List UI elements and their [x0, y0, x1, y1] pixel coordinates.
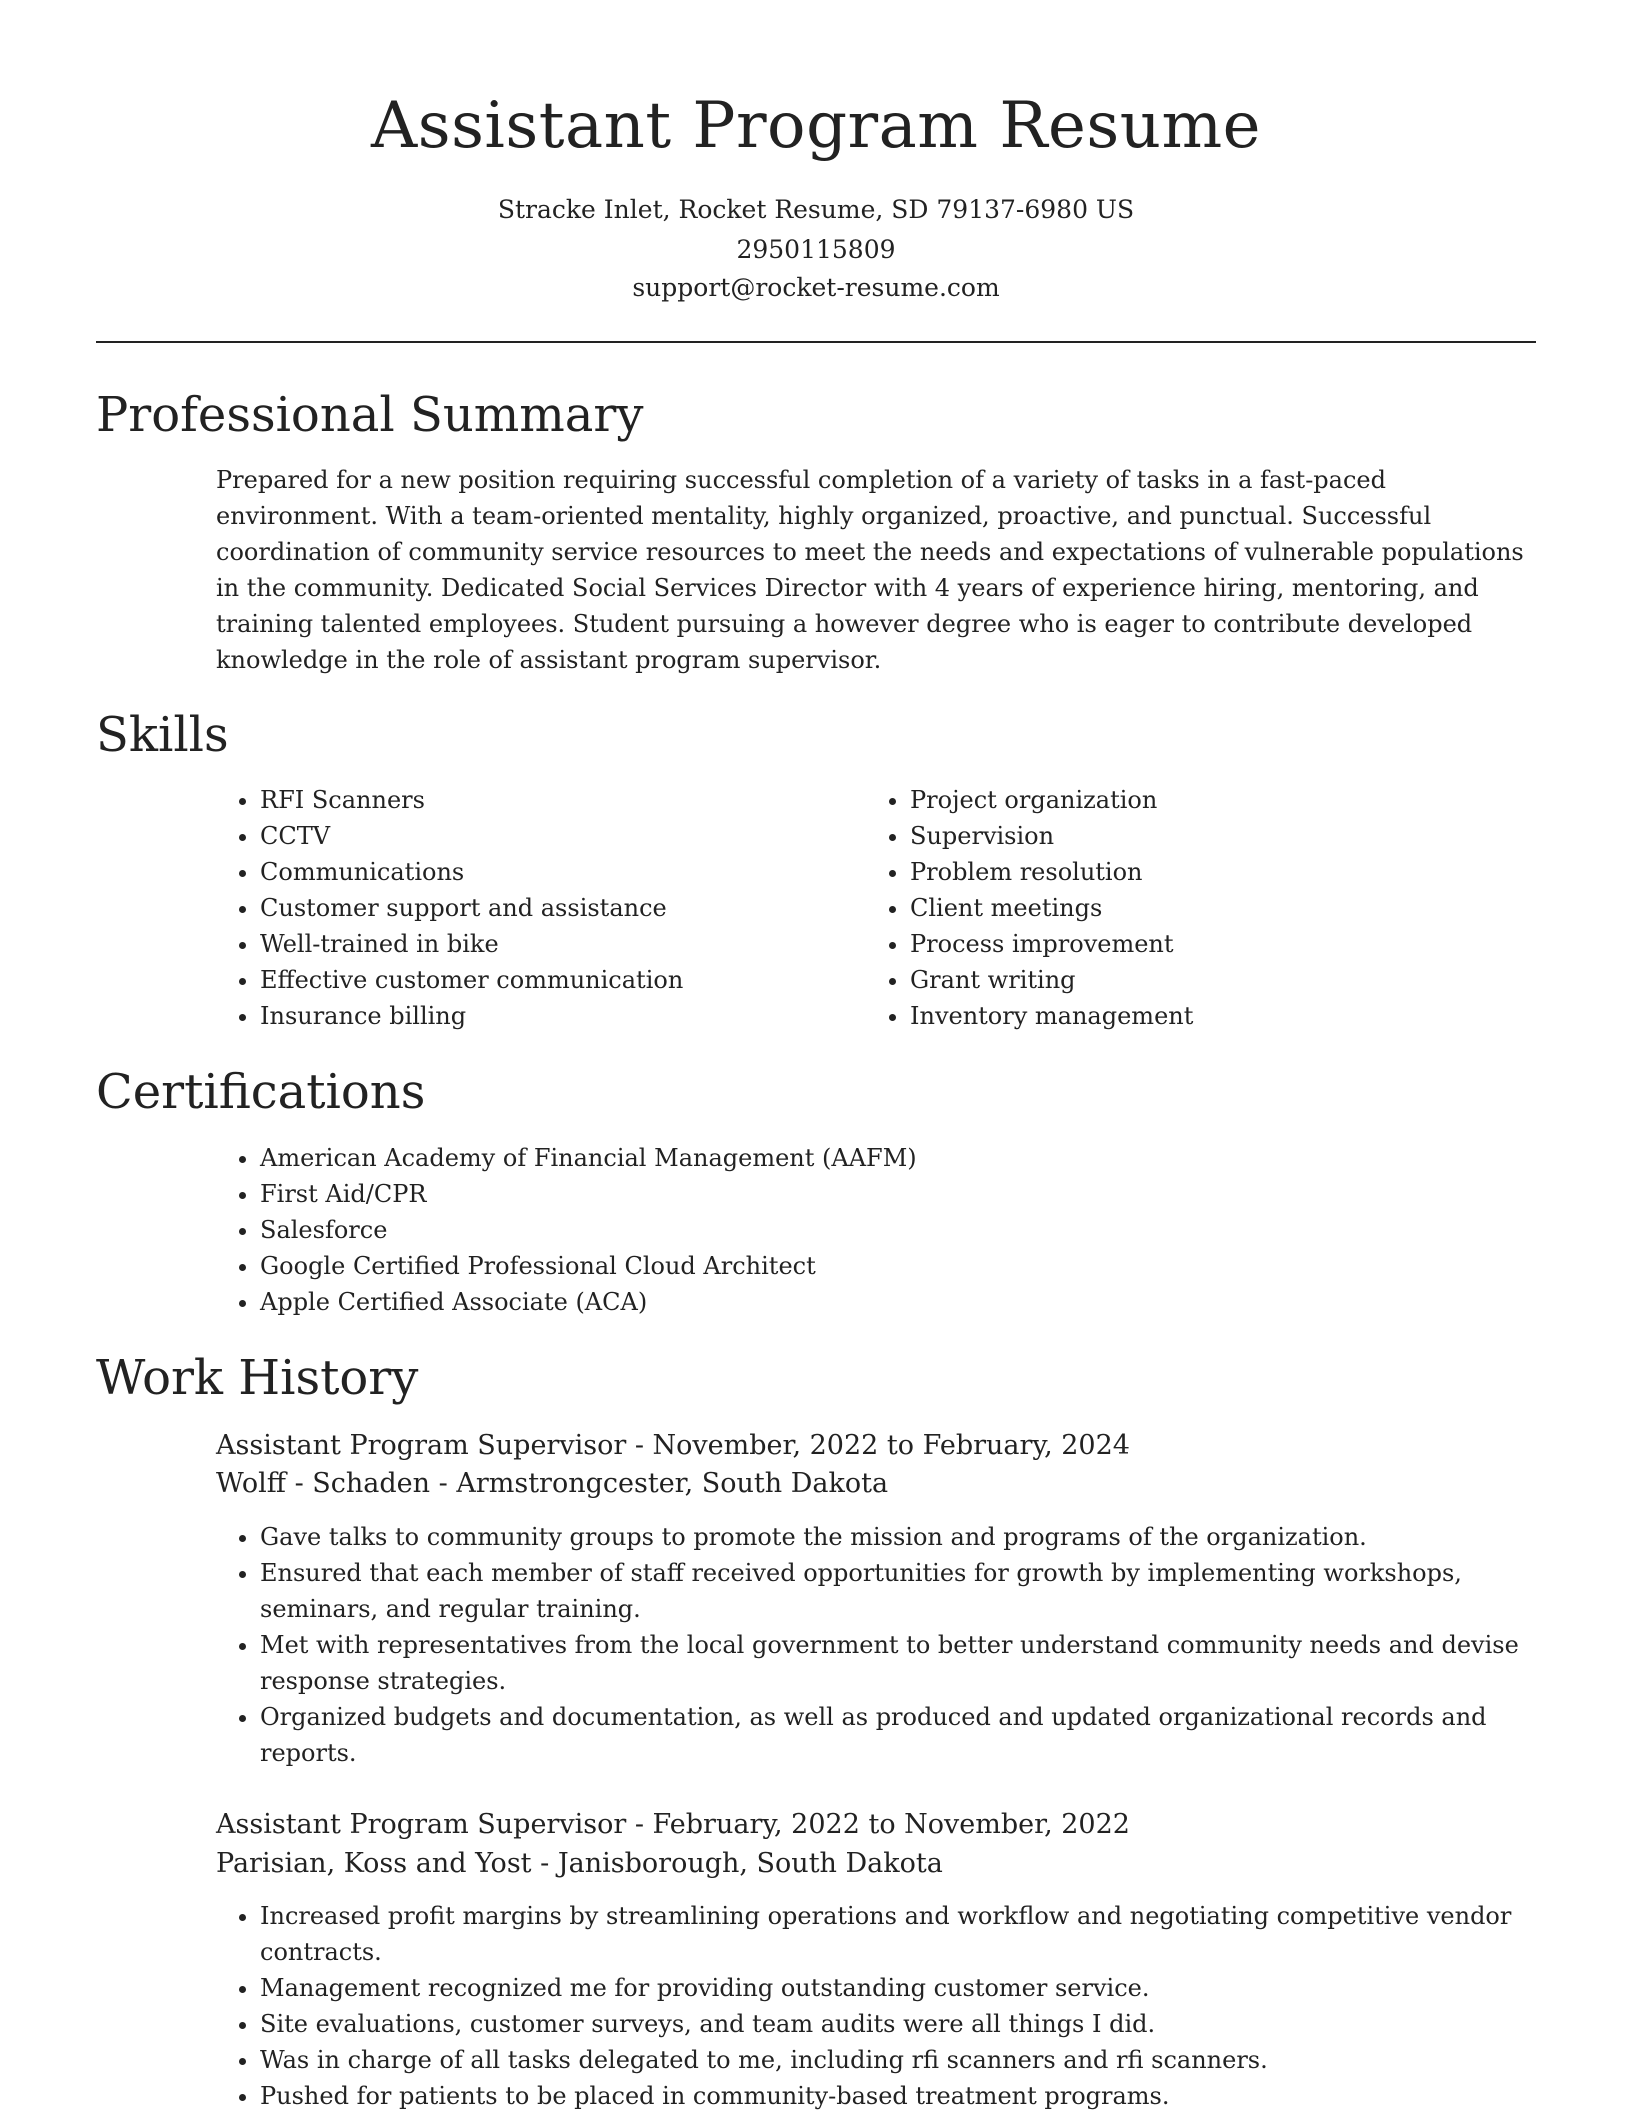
- header-divider: [96, 341, 1536, 343]
- section-title-certifications: Certifications: [96, 1064, 426, 1120]
- list-item: • First Aid/CPR: [260, 1176, 1560, 1212]
- section-title-work-history: Work History: [96, 1350, 419, 1406]
- list-item: • Grant writing: [910, 962, 1510, 998]
- list-item: • CCTV: [260, 818, 860, 854]
- contact-address: Stracke Inlet, Rocket Resume, SD 79137-6980 US: [497, 195, 1135, 224]
- list-item: • Supervision: [910, 818, 1510, 854]
- job-1-company-line: [216, 1465, 888, 1503]
- list-item: • Salesforce: [260, 1212, 1560, 1248]
- list-item: • Was in charge of all tasks delegated to me, including rfi scanners and rfi scanners.: [260, 2042, 1560, 2078]
- section-title-skills: Skills: [96, 707, 229, 763]
- job-dates: - November, 2022 to February, 2024: [634, 1430, 1130, 1461]
- certifications-list: [216, 1140, 1560, 1320]
- job-location: - Armstrongcester, South Dakota: [438, 1468, 889, 1499]
- list-item: • Effective customer communication: [260, 962, 860, 998]
- list-item: • Pushed for patients to be placed in community-based treatment programs.: [260, 2078, 1560, 2114]
- list-item: • Well-trained in bike: [260, 926, 860, 962]
- job-dates: - February, 2022 to November, 2022: [634, 1809, 1130, 1840]
- job-role: Assistant Program Supervisor: [216, 1430, 627, 1461]
- list-item: • Communications: [260, 854, 860, 890]
- summary-text: Prepared for a new position requiring successful completion of a variety of tasks in a fast-paced environment. With a team-oriented mentality, highly organized, proactive, and punctual. Successful coordination of community service resources to meet the needs and expectations of vulnerable populations in the community. Dedicated Social Services Director with 4 years of experience hiring, mentoring, and training talented employees. Student pursuing a however degree who is eager to contribute developed knowledge in the role of assistant program supervisor.: [216, 466, 1524, 674]
- job-company: Wolff - Schaden: [216, 1468, 431, 1499]
- list-item: • Customer support and assistance: [260, 890, 860, 926]
- skills-list-left: [216, 782, 860, 1034]
- list-item: • Project organization: [910, 782, 1510, 818]
- section-title-summary: Professional Summary: [96, 387, 644, 443]
- list-item: • Met with representatives from the local government to better understand community needs and devise response strategies.: [260, 1627, 1560, 1699]
- job-2-title-line: [216, 1806, 1130, 1844]
- list-item: • Insurance billing: [260, 998, 860, 1034]
- list-item: • RFI Scanners: [260, 782, 860, 818]
- contact-phone: 2950115809: [736, 235, 896, 264]
- list-item: • Process improvement: [910, 926, 1510, 962]
- job-location: - Janisborough, South Dakota: [540, 1848, 943, 1879]
- contact-email: support@rocket-resume.com: [632, 273, 1000, 302]
- job-company: Parisian, Koss and Yost: [216, 1848, 532, 1879]
- job-2-company-line: [216, 1845, 943, 1883]
- list-item: • American Academy of Financial Management (AAFM): [260, 1140, 1560, 1176]
- resume-title: Assistant Program Resume: [371, 89, 1261, 163]
- job-1-bullets: [216, 1519, 1560, 1771]
- job-1-title-line: [216, 1427, 1130, 1465]
- list-item: • Management recognized me for providing outstanding customer service.: [260, 1970, 1560, 2006]
- job-2-bullets: [216, 1898, 1560, 2114]
- list-item: • Ensured that each member of staff received opportunities for growth by implementing workshops, seminars, and regular training.: [260, 1555, 1560, 1627]
- skills-list-right: [866, 782, 1510, 1034]
- job-role: Assistant Program Supervisor: [216, 1809, 627, 1840]
- list-item: • Gave talks to community groups to promote the mission and programs of the organization.: [260, 1519, 1560, 1555]
- list-item: • Site evaluations, customer surveys, and team audits were all things I did.: [260, 2006, 1560, 2042]
- list-item: • Organized budgets and documentation, as well as produced and updated organizational records and reports.: [260, 1699, 1560, 1771]
- list-item: • Problem resolution: [910, 854, 1510, 890]
- list-item: • Inventory management: [910, 998, 1510, 1034]
- list-item: • Increased profit margins by streamlining operations and workflow and negotiating competitive vendor contracts.: [260, 1898, 1560, 1970]
- list-item: • Client meetings: [910, 890, 1510, 926]
- list-item: • Google Certified Professional Cloud Architect: [260, 1248, 1560, 1284]
- list-item: • Apple Certified Associate (ACA): [260, 1284, 1560, 1320]
